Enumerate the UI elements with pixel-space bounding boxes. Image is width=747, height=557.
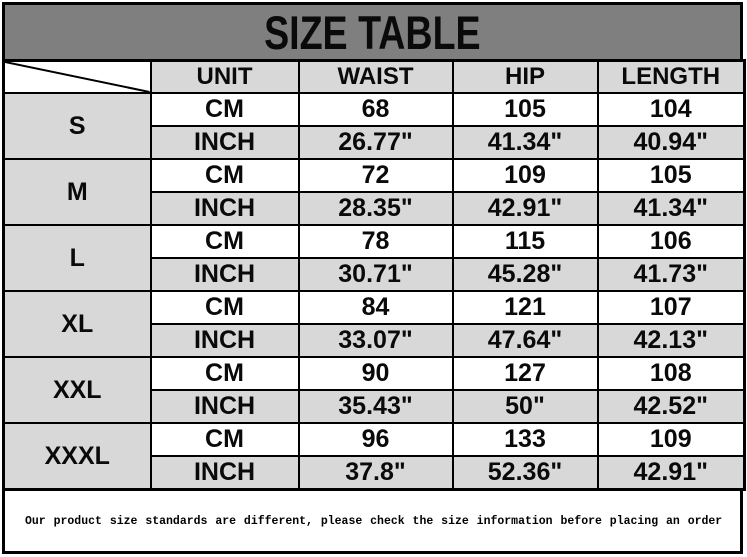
hip-inch-value: 45.28" [453, 258, 598, 291]
diagonal-line [5, 62, 150, 92]
size-label-s: S [4, 93, 151, 159]
diagonal-header-cell [4, 61, 151, 94]
size-label-l: L [4, 225, 151, 291]
waist-inch-value: 35.43" [299, 390, 453, 423]
column-header-waist: WAIST [299, 61, 453, 94]
hip-inch-value: 47.64" [453, 324, 598, 357]
length-cm-value: 104 [598, 93, 745, 126]
table-row [4, 423, 745, 456]
length-inch-value: 42.13" [598, 324, 745, 357]
waist-cm-value: 68 [299, 93, 453, 126]
size-table [2, 59, 746, 491]
unit-label-inch: INCH [151, 324, 299, 357]
waist-cm-value: 78 [299, 225, 453, 258]
waist-cm-value: 72 [299, 159, 453, 192]
unit-label-cm: CM [151, 357, 299, 390]
size-label-xl: XL [4, 291, 151, 357]
column-header-hip: HIP [453, 61, 598, 94]
column-header-unit: UNIT [151, 61, 299, 94]
length-cm-value: 108 [598, 357, 745, 390]
length-inch-value: 42.91" [598, 456, 745, 490]
unit-label-inch: INCH [151, 456, 299, 490]
table-row [4, 159, 745, 192]
waist-cm-value: 84 [299, 291, 453, 324]
length-inch-value: 41.73" [598, 258, 745, 291]
waist-inch-value: 26.77" [299, 126, 453, 159]
waist-inch-value: 30.71" [299, 258, 453, 291]
waist-inch-value: 33.07" [299, 324, 453, 357]
size-chart-page [2, 2, 743, 554]
size-label-xxxl: XXXL [4, 423, 151, 490]
footer-note-text: Our product size standards are different, please check the size information before placing an order [25, 514, 723, 528]
waist-cm-value: 96 [299, 423, 453, 456]
size-label-xxl: XXL [4, 357, 151, 423]
length-inch-value: 41.34" [598, 192, 745, 225]
hip-cm-value: 115 [453, 225, 598, 258]
title-bar [2, 2, 743, 59]
table-row [4, 357, 745, 390]
unit-label-cm: CM [151, 225, 299, 258]
length-cm-value: 109 [598, 423, 745, 456]
table-row [4, 93, 745, 126]
length-cm-value: 107 [598, 291, 745, 324]
hip-inch-value: 50" [453, 390, 598, 423]
waist-inch-value: 37.8" [299, 456, 453, 490]
unit-label-inch: INCH [151, 192, 299, 225]
hip-cm-value: 121 [453, 291, 598, 324]
hip-cm-value: 105 [453, 93, 598, 126]
waist-cm-value: 90 [299, 357, 453, 390]
unit-label-cm: CM [151, 291, 299, 324]
page-title: SIZE TABLE [264, 5, 481, 59]
hip-cm-value: 127 [453, 357, 598, 390]
hip-inch-value: 41.34" [453, 126, 598, 159]
column-header-length: LENGTH [598, 61, 745, 94]
unit-label-cm: CM [151, 159, 299, 192]
unit-label-inch: INCH [151, 258, 299, 291]
unit-label-cm: CM [151, 93, 299, 126]
header-row [4, 61, 745, 94]
hip-inch-value: 42.91" [453, 192, 598, 225]
waist-inch-value: 28.35" [299, 192, 453, 225]
unit-label-inch: INCH [151, 126, 299, 159]
hip-cm-value: 109 [453, 159, 598, 192]
table-row [4, 291, 745, 324]
length-cm-value: 106 [598, 225, 745, 258]
hip-cm-value: 133 [453, 423, 598, 456]
unit-label-cm: CM [151, 423, 299, 456]
hip-inch-value: 52.36" [453, 456, 598, 490]
table-row [4, 225, 745, 258]
size-label-m: M [4, 159, 151, 225]
footer-note [2, 491, 743, 554]
length-inch-value: 42.52" [598, 390, 745, 423]
length-inch-value: 40.94" [598, 126, 745, 159]
length-cm-value: 105 [598, 159, 745, 192]
unit-label-inch: INCH [151, 390, 299, 423]
